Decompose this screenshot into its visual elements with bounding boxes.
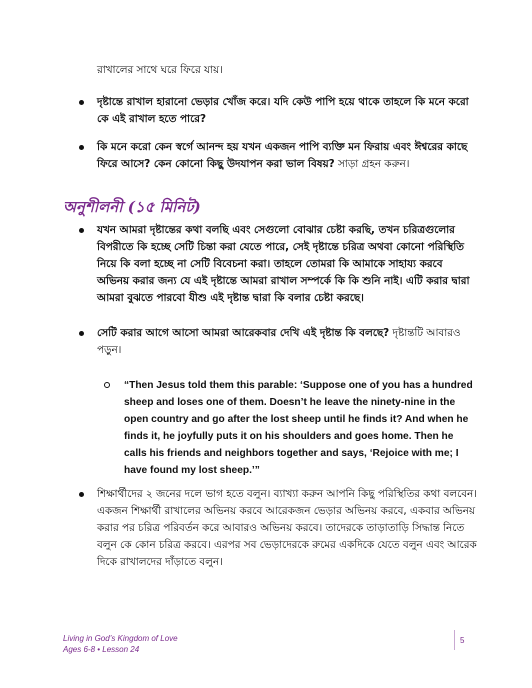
practice-bullet-2: সেটি করার আগে আসো আমরা আরেকবার দেখি এই দৃষ্টান্ত কি বলছে?	[97, 327, 390, 339]
sub-bullet-circle	[104, 382, 110, 388]
scripture-quote	[124, 377, 474, 479]
bullet-dot	[79, 100, 84, 105]
bullet-dot	[79, 228, 84, 233]
bullet-dot	[79, 492, 84, 497]
bullet-instruction-2: সাড়া গ্রহন করুন।	[334, 158, 410, 170]
bullet-item	[97, 94, 477, 128]
practice-bullet-1: যখন আমরা দৃষ্টান্তের কথা বলছি এবং সেগুলো বোঝার চেষ্টা করছি, তখন চরিত্রগুলোর বিপরীতে কি হচ্ছে সেটি চিন্তা করা যেতে পারে, সেই দৃষ্টান্তে চরিত্র অথবা কোনো পরিস্থিতি নিয়ে কি বলা হচ্ছে না সেটি বিবেচনা করা। তাহলে তোমরা কি আমাকে সাহায্য করবে অভিনয় করার জন্য যে এই দৃষ্টান্তে আমরা রাখাল সম্পর্কে কি কি শুনি নাই। এটি করার দ্বারা আমরা বুঝতে পারবো যীশু এই দৃষ্টান্ত দ্বারা কি বলার চেষ্টা করছে।	[97, 224, 470, 304]
footer-divider	[454, 630, 455, 650]
bullet-item	[97, 325, 477, 359]
footer-title: Living in God’s Kingdom of Love	[63, 634, 178, 643]
footer-subtitle: Ages 6-8 • Lesson 24	[63, 645, 140, 654]
bullet-dot	[79, 145, 84, 150]
bullet-item	[97, 222, 477, 307]
bullet-dot	[79, 331, 84, 336]
scripture-quote-text: “Then Jesus told them this parable: ‘Suppose one of you has a hundred sheep and loses one of them. Doesn’t he leave the ninety-nine in the open country and go after the lost sheep until he finds it? And when he finds it, he joyfully puts it on his shoulders and goes home. Then he calls his friends and neighbors together and says, ‘Rejoice with me; I have found my lost sheep.’”	[124, 380, 473, 476]
bullet-question-1: দৃষ্টান্তে রাখাল হারানো ভেড়ার খোঁজ করে। যদি কেউ পাপি হয়ে থাকে তাহলে কি মনে করো কে এই রাখাল হতে পারে?	[97, 96, 469, 125]
bullet-question-2: কি মনে করো কেন স্বর্গে আনন্দ হয় যখন একজন পাপি ব্যক্তি মন ফিরায় এবং ঈশ্বরের কাছে ফিরে আসে? কেন কোনো কিছু উদযাপন করা ভাল বিষয়?	[97, 141, 468, 170]
footer	[63, 633, 178, 655]
bullet-item	[97, 486, 477, 571]
page-number: 5	[460, 636, 465, 645]
section-heading: অনুশীলনী (১৫ মিনিট)	[63, 198, 201, 216]
practice-bullet-2-instruction: দৃষ্টান্তটি আবারও পড়ুন।	[97, 327, 461, 356]
continuation-text: রাখালের সাথে ঘরে ফিরে যায়।	[97, 64, 223, 76]
bullet-item	[97, 139, 477, 173]
activity-instructions: শিক্ষার্থীদের ২ জনের দলে ভাগ হতে বলুন। ব্যাখ্যা করুন আপনি কিছু পরিস্থিতির কথা বলবেন। একজন শিক্ষার্থী রাখালের অভিনয় করবে আরেকজন ভেড়ার অভিনয় করবে, একবার অভিনয় করার পর চরিত্র পরিবর্তন করে আবারও অভিনয় করবে। তাদেরকে তাড়াতাড়ি সিদ্ধান্ত নিতে বলুন কে কোন চরিত্র করবে। এরপর সব ভেড়াদেরকে রুমের একদিকে যেতে বলুন এবং আরেক দিকে রাখালদের দাঁড়াতে বলুন।	[97, 488, 477, 568]
